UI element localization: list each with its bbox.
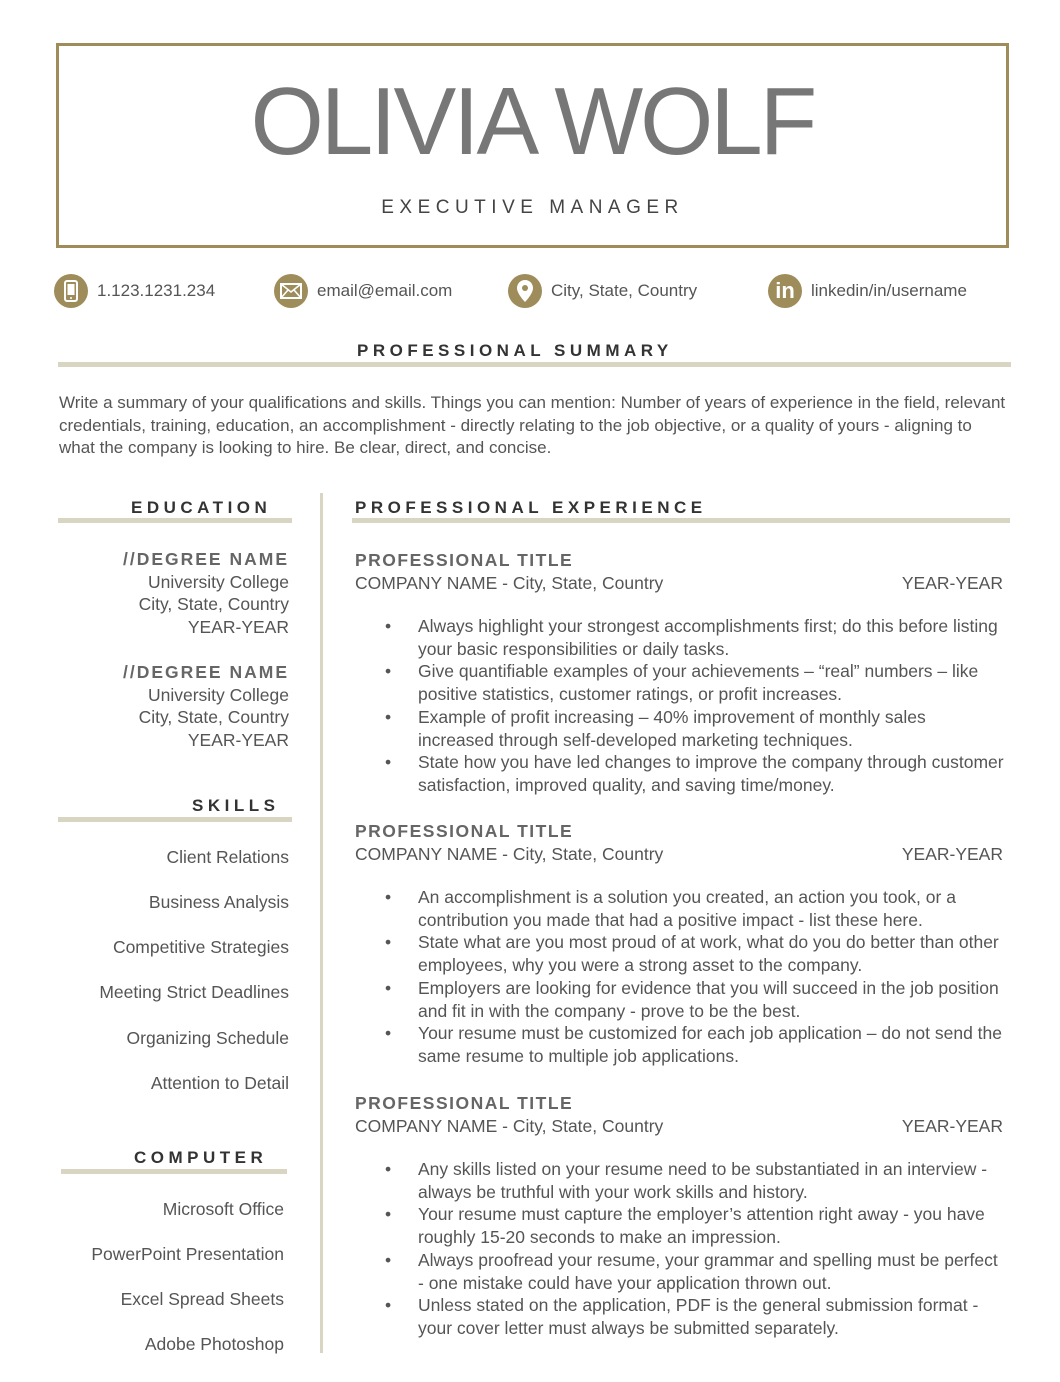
bullet: • State how you have led changes to improve the company through customer satisfaction, improved quality, and saving time/money.: [355, 751, 1005, 796]
job-title: EXECUTIVE MANAGER: [381, 197, 684, 218]
skills-divider: [58, 817, 292, 822]
bullet: • Your resume must be customized for each job application – do not send the same resume to multiple job applications.: [355, 1022, 1005, 1067]
contact-location: [508, 274, 697, 308]
name-header-box: [56, 43, 1009, 248]
skill-item: Competitive Strategies: [112, 937, 289, 957]
computer-skill-item: PowerPoint Presentation: [91, 1244, 284, 1264]
education-item: [58, 548, 289, 638]
summary-text: Write a summary of your qualifications and skills. Things you can mention: Number of years of experience in the field, relevant credentials, training, education, an accomplishment - directly relating to the job objective, or a quality of yours - aligning to what the company is looking to hire. Be clear, direct, and concise.: [59, 393, 1006, 458]
skill-item: Business Analysis: [148, 892, 289, 912]
job-title: PROFESSIONAL TITLE: [355, 550, 574, 570]
email-text[interactable]: email@email.com: [317, 281, 453, 300]
phone-icon: [54, 274, 88, 308]
computer-skill-item: Microsoft Office: [162, 1199, 284, 1219]
job-entry: [355, 549, 1005, 797]
school-location: City, State, Country: [138, 594, 289, 615]
job-title: PROFESSIONAL TITLE: [355, 821, 574, 841]
education-divider: [58, 518, 292, 523]
bullet: • Give quantifiable examples of your achievements – “real” numbers – like positive statistics, customer ratings, or profit increases.: [355, 660, 1005, 705]
bullet: • Always highlight your strongest accomplishments first; do this before listing your basic responsibilities or daily tasks.: [355, 615, 1005, 660]
location-icon: [508, 274, 542, 308]
skill-item: Meeting Strict Deadlines: [99, 982, 289, 1002]
column-divider: [320, 493, 323, 1353]
skill-item: Client Relations: [166, 847, 289, 867]
company: COMPANY NAME - City, State, Country: [355, 573, 664, 593]
education-item: [58, 661, 289, 751]
location-text: City, State, Country: [551, 281, 698, 300]
computer-divider: [61, 1169, 287, 1174]
candidate-name: OLIVIA WOLF: [250, 68, 815, 175]
summary-divider: [58, 362, 1011, 367]
school: University College: [147, 571, 289, 592]
job-title: PROFESSIONAL TITLE: [355, 1093, 574, 1113]
job-entry: [355, 1092, 1005, 1340]
bullet: • Example of profit increasing – 40% improvement of monthly sales increased through self-developed marketing techniques.: [355, 706, 1005, 751]
experience-divider: [352, 518, 1010, 523]
job-bullets: [355, 615, 1005, 797]
job-bullets: [355, 1158, 1005, 1340]
bullet: • An accomplishment is a solution you created, an action you took, or a contribution you made that had a positive impact - list these here.: [355, 886, 1005, 931]
contact-email: [274, 274, 452, 308]
contact-phone: [54, 274, 215, 308]
computer-skill-item: Excel Spread Sheets: [120, 1289, 284, 1309]
degree-name: //DEGREE NAME: [122, 549, 289, 569]
email-icon: [274, 274, 308, 308]
phone-text: 1.123.1231.234: [97, 281, 216, 300]
job-years: YEAR-YEAR: [901, 1116, 1003, 1136]
linkedin-text[interactable]: linkedin/in/username: [811, 281, 967, 300]
company: COMPANY NAME - City, State, Country: [355, 1116, 664, 1136]
bullet: • Always proofread your resume, your grammar and spelling must be perfect - one mistake could have your application thrown out.: [355, 1249, 1005, 1294]
bullet: • Your resume must capture the employer’s attention right away - you have roughly 15-20 seconds to make an impression.: [355, 1203, 1005, 1248]
job-years: YEAR-YEAR: [901, 844, 1003, 864]
experience-heading: PROFESSIONAL EXPERIENCE: [355, 498, 707, 517]
contact-linkedin: [768, 274, 967, 308]
education-years: YEAR-YEAR: [187, 616, 289, 637]
bullet: • Any skills listed on your resume need to be substantiated in an interview - always be truthful with your work skills and history.: [355, 1158, 1005, 1203]
job-years: YEAR-YEAR: [901, 573, 1003, 593]
job-entry: [355, 820, 1005, 1068]
linkedin-icon: in: [768, 274, 802, 308]
bullet: • State what are you most proud of at work, what do you do better than other employees, why you were a strong asset to the company.: [355, 931, 1005, 976]
education-heading: EDUCATION: [131, 498, 272, 517]
computer-heading: COMPUTER: [134, 1148, 268, 1167]
company: COMPANY NAME - City, State, Country: [355, 844, 664, 864]
computer-skill-item: Adobe Photoshop: [144, 1334, 284, 1354]
job-bullets: [355, 886, 1005, 1068]
education-years: YEAR-YEAR: [187, 729, 289, 750]
skill-item: Attention to Detail: [150, 1073, 289, 1093]
school-location: City, State, Country: [138, 707, 289, 728]
skills-heading: SKILLS: [192, 796, 280, 815]
bullet: • Unless stated on the application, PDF is the general submission format - your cover letter must always be submitted separately.: [355, 1294, 1005, 1339]
degree-name: //DEGREE NAME: [122, 662, 289, 682]
school: University College: [147, 684, 289, 705]
summary-heading: PROFESSIONAL SUMMARY: [357, 341, 673, 360]
skill-item: Organizing Schedule: [126, 1028, 289, 1048]
bullet: • Employers are looking for evidence that you will succeed in the job position and fit in with the company - prove to be the best.: [355, 977, 1005, 1022]
